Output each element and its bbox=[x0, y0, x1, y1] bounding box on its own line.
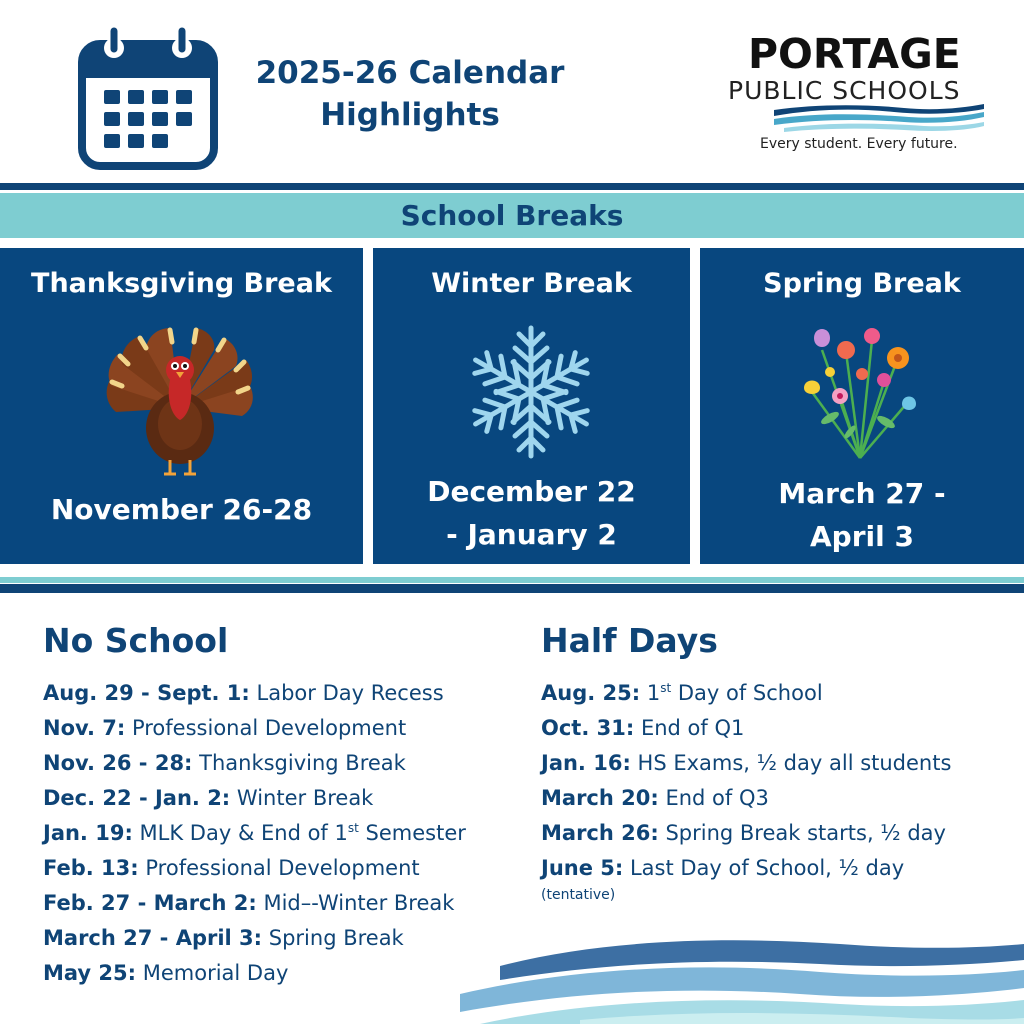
list-item bbox=[541, 676, 1011, 711]
list-item bbox=[43, 851, 523, 886]
spring-title: Spring Break bbox=[763, 268, 961, 299]
list-item-date: May 25: bbox=[43, 961, 137, 985]
winter-panel bbox=[373, 248, 690, 564]
list-item bbox=[541, 816, 1011, 851]
list-item bbox=[43, 956, 523, 991]
list-item bbox=[541, 851, 1011, 886]
list-item bbox=[43, 781, 523, 816]
title-line-1: 2025-26 Calendar bbox=[255, 55, 565, 91]
list-item-text: MLK Day & End of 1 bbox=[139, 821, 348, 845]
list-item bbox=[43, 816, 523, 851]
list-item-date: Oct. 31: bbox=[541, 716, 635, 740]
winter-date-line-1: December 22 bbox=[427, 475, 636, 508]
school-breaks-heading: School Breaks bbox=[0, 193, 1024, 238]
no-school-heading: No School bbox=[43, 621, 229, 660]
list-item-superscript: st bbox=[660, 681, 672, 695]
list-item-date: March 26: bbox=[541, 821, 659, 845]
list-item-text: Memorial Day bbox=[142, 961, 289, 985]
list-item bbox=[43, 886, 523, 921]
list-item-date: Dec. 22 - Jan. 2: bbox=[43, 786, 231, 810]
list-item-text: Thanksgiving Break bbox=[199, 751, 406, 775]
list-item-date: Aug. 25: bbox=[541, 681, 641, 705]
list-item-text: HS Exams, ½ day all students bbox=[637, 751, 952, 775]
list-item bbox=[541, 711, 1011, 746]
list-item-text: End of Q3 bbox=[665, 786, 769, 810]
list-item bbox=[43, 676, 523, 711]
snowflake-icon bbox=[461, 322, 601, 462]
list-item-date: Nov. 26 - 28: bbox=[43, 751, 193, 775]
flower-bouquet-icon bbox=[800, 322, 920, 462]
logo-tagline: Every student. Every future. bbox=[760, 136, 958, 152]
thanksgiving-panel bbox=[0, 248, 363, 564]
portage-logo bbox=[724, 30, 988, 160]
list-item-text: End of Q1 bbox=[640, 716, 745, 740]
list-item bbox=[43, 711, 523, 746]
list-item-date: Feb. 13: bbox=[43, 856, 139, 880]
spring-panel bbox=[700, 248, 1024, 564]
spring-date-line-1: March 27 - bbox=[778, 477, 946, 510]
list-item bbox=[541, 781, 1011, 816]
header bbox=[0, 0, 1024, 183]
half-days-section bbox=[541, 620, 1011, 904]
list-item-text: Spring Break starts, ½ day bbox=[665, 821, 946, 845]
divider-teal bbox=[0, 577, 1024, 583]
winter-date bbox=[373, 470, 690, 556]
list-item-date: Nov. 7: bbox=[43, 716, 126, 740]
calendar-icon bbox=[78, 24, 218, 170]
list-item bbox=[43, 746, 523, 781]
tentative-note: (tentative) bbox=[541, 887, 616, 903]
thanksgiving-title: Thanksgiving Break bbox=[31, 268, 332, 299]
list-item-text: Winter Break bbox=[236, 786, 374, 810]
list-item-date: Jan. 19: bbox=[43, 821, 133, 845]
logo-main-text: PORTAGE bbox=[748, 30, 961, 78]
list-item-text: Mid–-Winter Break bbox=[263, 891, 455, 915]
list-item-text-after: Day of School bbox=[677, 681, 823, 705]
list-item-date: March 20: bbox=[541, 786, 659, 810]
thanksgiving-date bbox=[0, 488, 363, 531]
logo-waves-icon bbox=[774, 102, 984, 132]
turkey-icon bbox=[100, 320, 260, 480]
page-title bbox=[240, 52, 580, 136]
no-school-section bbox=[43, 620, 523, 991]
winter-date-line-2: - January 2 bbox=[446, 518, 617, 551]
divider-top bbox=[0, 183, 1024, 190]
half-days-heading: Half Days bbox=[541, 621, 718, 660]
list-item-text-after: Semester bbox=[365, 821, 466, 845]
list-item-text: Professional Development bbox=[131, 716, 407, 740]
list-item-text: Last Day of School, ½ day bbox=[629, 856, 905, 880]
list-item bbox=[43, 921, 523, 956]
list-item-text: 1 bbox=[646, 681, 661, 705]
spring-date-line-2: April 3 bbox=[810, 520, 914, 553]
list-item-date: Aug. 29 - Sept. 1: bbox=[43, 681, 250, 705]
list-item-text: Professional Development bbox=[145, 856, 420, 880]
list-item-date: Jan. 16: bbox=[541, 751, 631, 775]
list-item-superscript: st bbox=[347, 821, 359, 835]
divider-dark bbox=[0, 584, 1024, 593]
list-item-date: Feb. 27 - March 2: bbox=[43, 891, 257, 915]
list-item-text: Labor Day Recess bbox=[256, 681, 444, 705]
list-item-text: Spring Break bbox=[268, 926, 404, 950]
list-item-date: March 27 - April 3: bbox=[43, 926, 263, 950]
list-item-date: June 5: bbox=[541, 856, 624, 880]
decorative-waves-icon bbox=[460, 930, 1024, 1024]
list-item bbox=[541, 746, 1011, 781]
logo-sub-text: PUBLIC SCHOOLS bbox=[728, 76, 961, 105]
thanksgiving-date-line-1: November 26-28 bbox=[50, 493, 313, 526]
title-line-2: Highlights bbox=[320, 97, 500, 133]
spring-date bbox=[700, 472, 1024, 558]
winter-title: Winter Break bbox=[431, 268, 632, 299]
